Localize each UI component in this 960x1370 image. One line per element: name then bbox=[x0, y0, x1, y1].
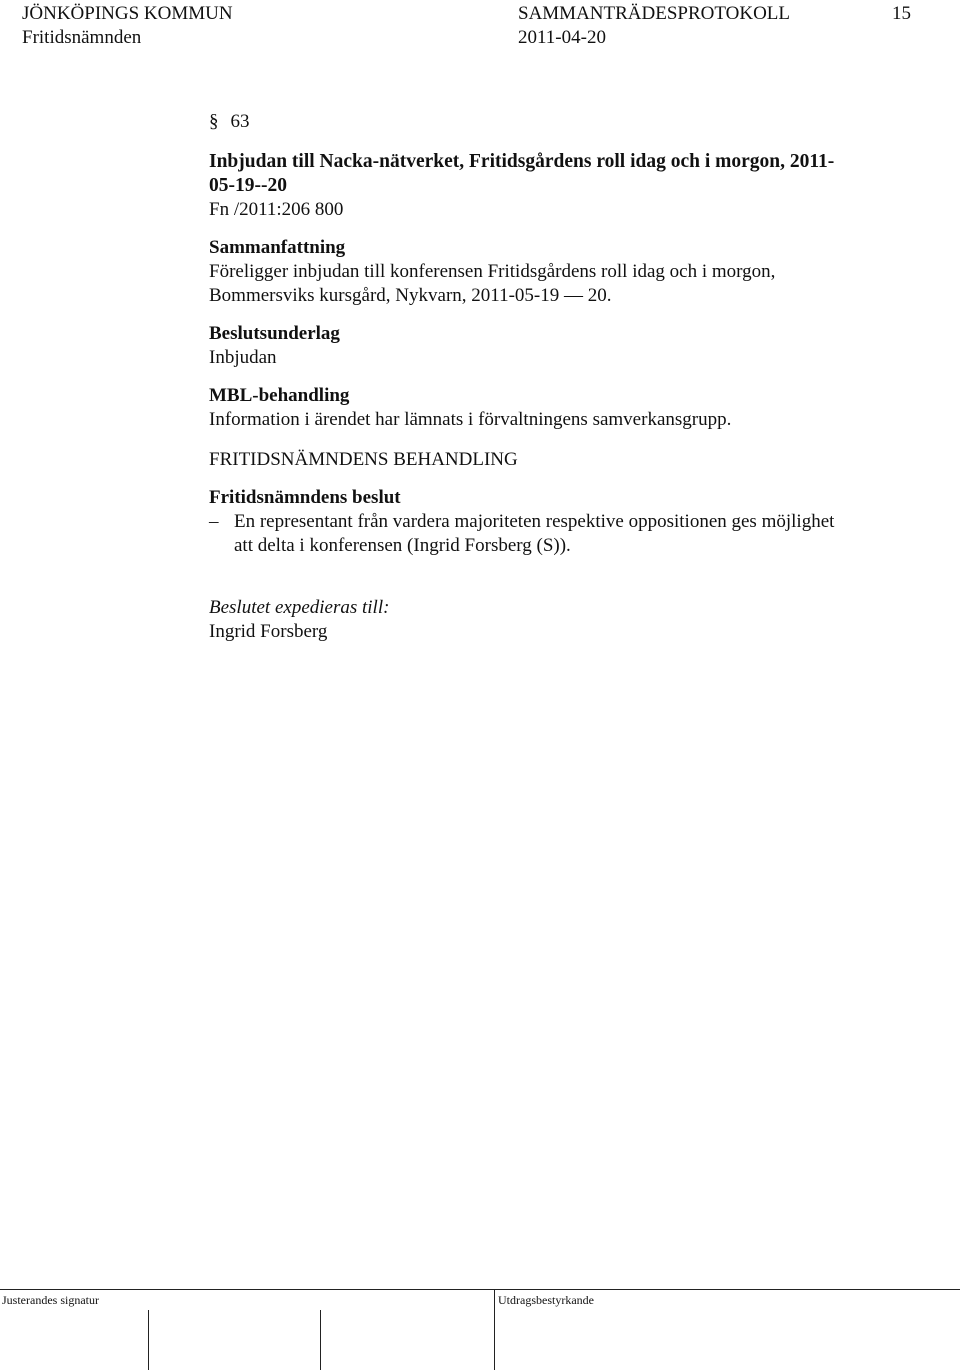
decision-heading: Fritidsnämndens beslut bbox=[209, 487, 401, 508]
mbl-heading: MBL-behandling bbox=[209, 385, 350, 406]
protocol-section bbox=[209, 110, 849, 644]
signature-label: Justerandes signatur bbox=[2, 1293, 99, 1307]
decision-block bbox=[209, 486, 849, 558]
organization-name: JÖNKÖPINGS KOMMUN bbox=[22, 3, 233, 24]
reference-number: Fn /2011:206 800 bbox=[209, 199, 344, 220]
signature-box-divider bbox=[320, 1310, 321, 1370]
meeting-date: 2011-04-20 bbox=[518, 27, 606, 48]
summary-block bbox=[209, 236, 849, 308]
basis-block bbox=[209, 322, 849, 370]
dispatch-recipient: Ingrid Forsberg bbox=[209, 621, 328, 642]
excerpt-label: Utdragsbestyrkande bbox=[498, 1293, 594, 1307]
section-number-value: 63 bbox=[230, 111, 250, 132]
dispatch-block bbox=[209, 596, 849, 644]
section-title: Inbjudan till Nacka-nätverket, Fritidsgårdens roll idag och i morgon, 2011-05-19--20 bbox=[209, 151, 835, 196]
section-number bbox=[209, 110, 849, 134]
dispatch-heading: Beslutet expedieras till: bbox=[209, 597, 390, 618]
basis-text: Inbjudan bbox=[209, 347, 277, 368]
decision-bullet: – bbox=[209, 511, 219, 532]
footer-column-divider bbox=[494, 1289, 495, 1370]
basis-heading: Beslutsunderlag bbox=[209, 323, 340, 344]
summary-text: Föreligger inbjudan till konferensen Fritidsgårdens roll idag och i morgon, Bommersviks kursgård, Nykvarn, 2011-05-19 — 20. bbox=[209, 261, 776, 306]
page-number: 15 bbox=[892, 3, 911, 24]
decision-item bbox=[209, 510, 849, 558]
board-name: Fritidsnämnden bbox=[22, 27, 142, 48]
handling-heading: FRITIDSNÄMNDENS BEHANDLING bbox=[209, 449, 518, 470]
summary-heading: Sammanfattning bbox=[209, 237, 346, 258]
paragraph-sign: § bbox=[209, 111, 219, 132]
document-type: SAMMANTRÄDESPROTOKOLL bbox=[518, 3, 791, 24]
decision-text: En representant från vardera majoriteten respektive oppositionen ges möjlighet att delta i konferensen (Ingrid Forsberg (S)). bbox=[234, 511, 835, 556]
mbl-text: Information i ärendet har lämnats i förvaltningens samverkansgrupp. bbox=[209, 409, 732, 430]
signature-box-divider bbox=[148, 1310, 149, 1370]
mbl-block bbox=[209, 384, 849, 432]
footer-divider bbox=[0, 1289, 960, 1290]
